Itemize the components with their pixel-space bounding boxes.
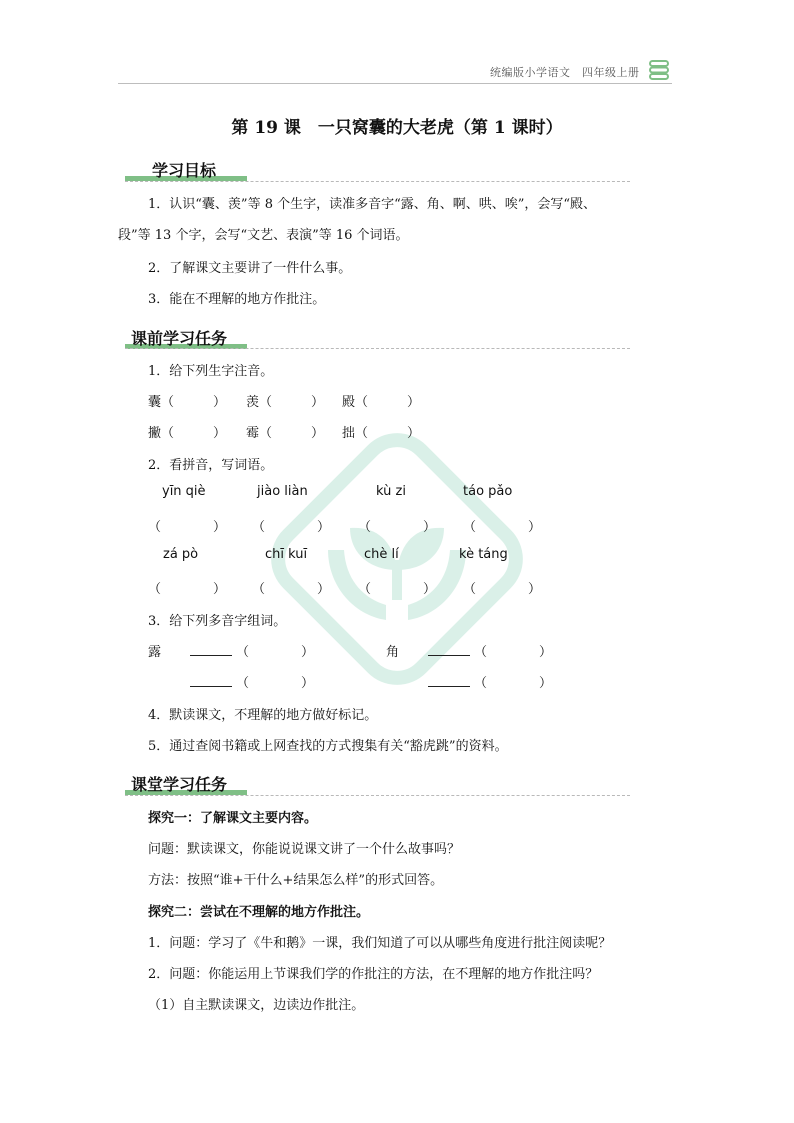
char-item: 殿（ ） bbox=[342, 395, 421, 410]
answer-paren: （ ） bbox=[236, 676, 315, 691]
section-heading-goals: 学习目标 bbox=[152, 161, 217, 180]
answer-paren: （ ） bbox=[148, 582, 227, 597]
fill-blank[interactable] bbox=[190, 643, 232, 656]
answer-paren: （ ） bbox=[463, 520, 542, 535]
fill-blank[interactable] bbox=[190, 674, 232, 687]
explore2-item-2: 2．问题：你能运用上节课我们学的作批注的方法，在不理解的地方作批注吗？ bbox=[148, 967, 599, 982]
answer-paren: （ ） bbox=[252, 520, 331, 535]
answer-paren: （ ） bbox=[463, 582, 542, 597]
explore2-item-1: 1．问题：学习了《牛和鹅》一课，我们知道了可以从哪些角度进行批注阅读呢？ bbox=[148, 936, 612, 951]
explore-heading-1: 探究一：了解课文主要内容。 bbox=[148, 811, 318, 826]
char-item: 拙（ ） bbox=[342, 426, 421, 441]
fill-blank[interactable] bbox=[428, 643, 470, 656]
answer-paren: （ ） bbox=[474, 645, 553, 660]
pre-question-5: 5．通过查阅书籍或上网查找的方式搜集有关“豁虎跳”的资料。 bbox=[148, 739, 508, 754]
book-logo-icon bbox=[648, 60, 670, 80]
explore1-question: 问题：默读课文，你能说说课文讲了一个什么故事吗？ bbox=[148, 842, 461, 857]
pinyin-item: chī kuī bbox=[265, 547, 308, 562]
answer-paren: （ ） bbox=[236, 645, 315, 660]
char-item: 撇（ ） bbox=[148, 426, 227, 441]
section-divider bbox=[125, 181, 630, 182]
header-label: 统编版小学语文 四年级上册 bbox=[490, 66, 640, 79]
pinyin-item: yīn qiè bbox=[162, 484, 206, 499]
explore1-method: 方法：按照“谁+干什么+结果怎么样”的形式回答。 bbox=[148, 873, 444, 888]
section-divider bbox=[125, 795, 630, 796]
answer-paren: （ ） bbox=[358, 582, 437, 597]
char-item: 囊（ ） bbox=[148, 395, 227, 410]
pinyin-item: jiào liàn bbox=[257, 484, 308, 499]
explore2-item-3: （1）自主默读课文，边读边作批注。 bbox=[148, 998, 365, 1013]
pre-question-3: 3．给下列多音字组词。 bbox=[148, 614, 287, 629]
page-title: 第 19 课 一只窝囊的大老虎（第 1 课时） bbox=[231, 118, 563, 138]
polyphone-char: 角 bbox=[386, 645, 400, 660]
goal-line-1: 1．认识“囊、羡”等 8 个生字，读准多音字“露、角、啊、哄、唉”，会写“殿、 bbox=[148, 197, 597, 212]
section-heading-class: 课堂学习任务 bbox=[131, 775, 228, 794]
polyphone-char: 露 bbox=[148, 645, 162, 660]
pinyin-item: kù zi bbox=[376, 484, 406, 499]
answer-paren: （ ） bbox=[358, 520, 437, 535]
answer-paren: （ ） bbox=[252, 582, 331, 597]
answer-paren: （ ） bbox=[474, 676, 553, 691]
pre-question-1: 1．给下列生字注音。 bbox=[148, 364, 274, 379]
pinyin-item: kè táng bbox=[459, 547, 508, 562]
pre-question-2: 2．看拼音，写词语。 bbox=[148, 458, 274, 473]
header-divider bbox=[118, 83, 672, 84]
explore-heading-2: 探究二：尝试在不理解的地方作批注。 bbox=[148, 905, 370, 920]
fill-blank[interactable] bbox=[428, 674, 470, 687]
char-item: 霉（ ） bbox=[246, 426, 325, 441]
goal-line-2: 段”等 13 个字，会写“文艺、表演”等 16 个词语。 bbox=[118, 228, 409, 243]
answer-paren: （ ） bbox=[148, 520, 227, 535]
pinyin-item: chè lí bbox=[364, 547, 399, 562]
pinyin-item: zá pò bbox=[163, 547, 199, 562]
goal-line-4: 3．能在不理解的地方作批注。 bbox=[148, 292, 326, 307]
char-item: 羡（ ） bbox=[246, 395, 325, 410]
section-heading-pre: 课前学习任务 bbox=[131, 329, 228, 348]
pinyin-item: táo pǎo bbox=[463, 484, 513, 499]
goal-line-3: 2．了解课文主要讲了一件什么事。 bbox=[148, 261, 352, 276]
pre-question-4: 4．默读课文，不理解的地方做好标记。 bbox=[148, 708, 378, 723]
